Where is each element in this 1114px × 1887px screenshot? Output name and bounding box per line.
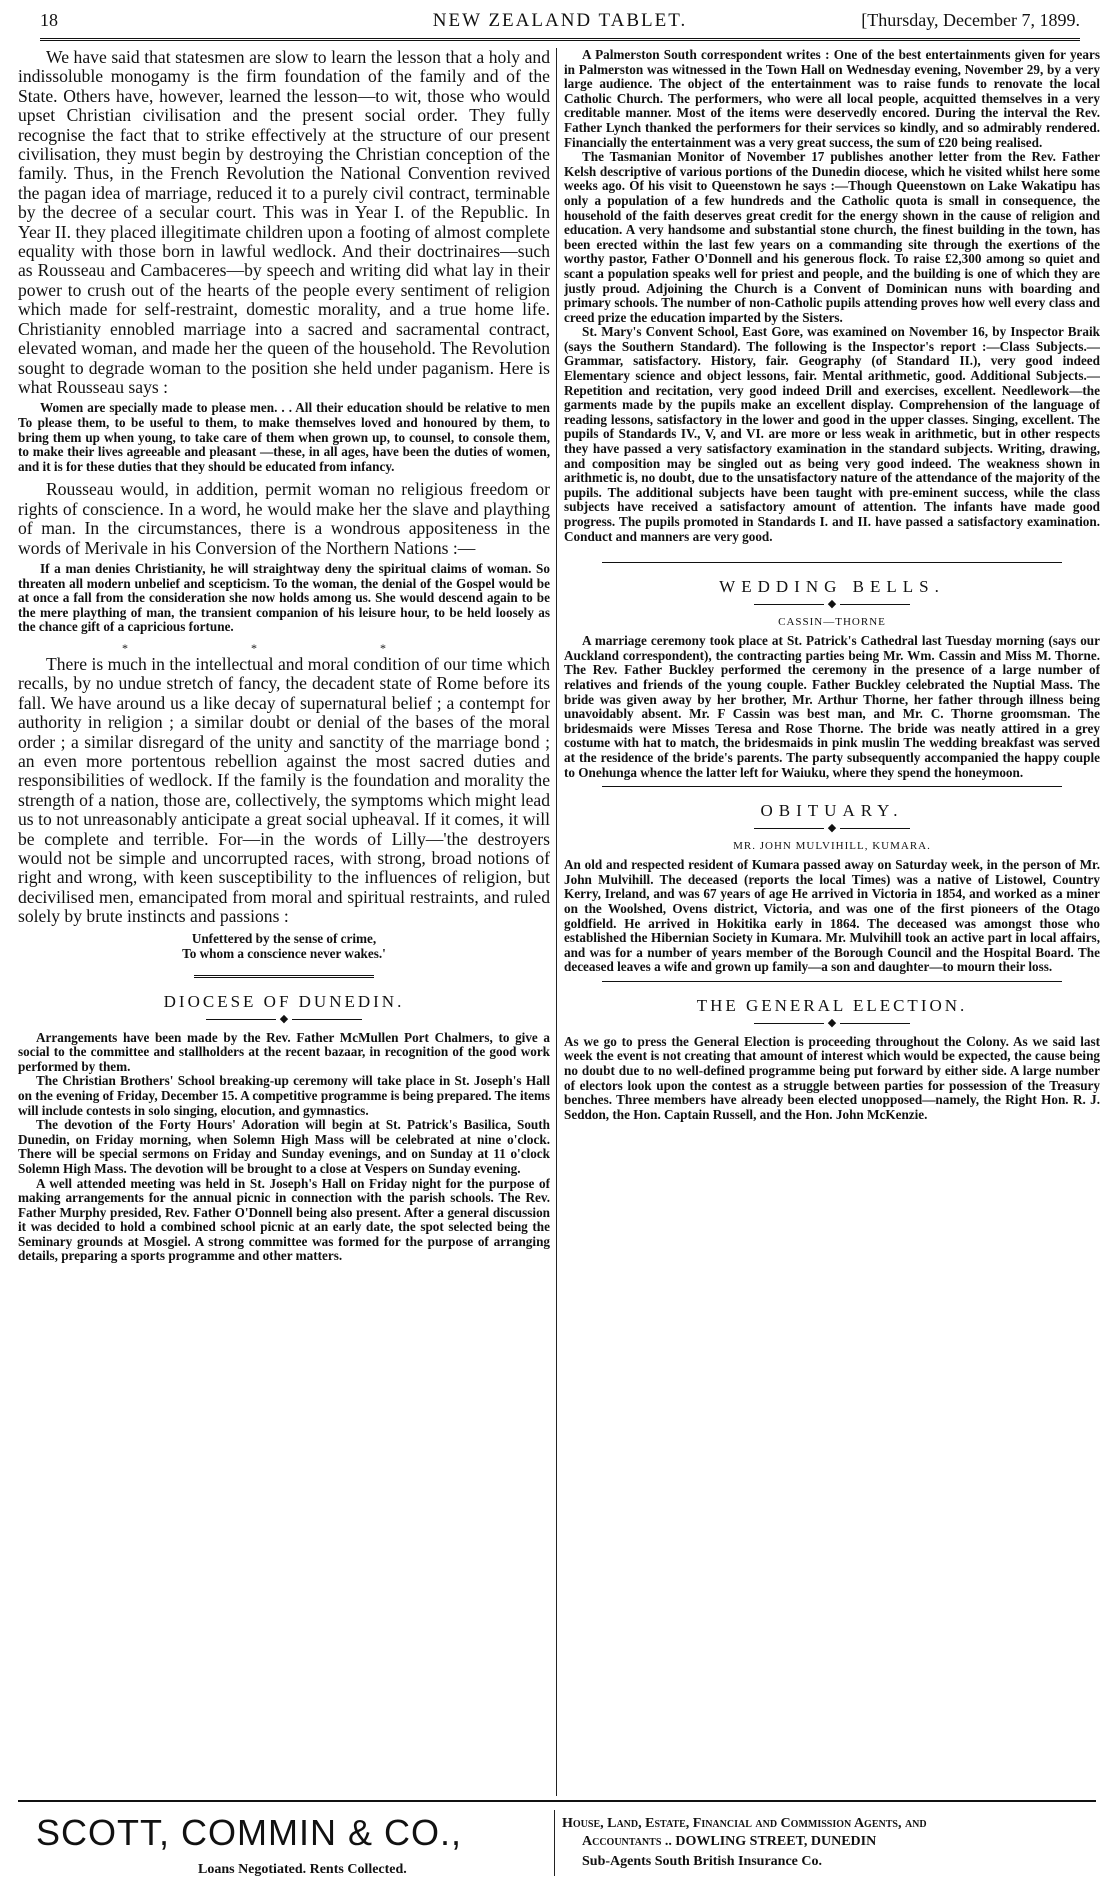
advertiser-tagline: Loans Negotiated. Rents Collected. (198, 1862, 407, 1877)
election-report: As we go to press the General Election is proceeding throughout the Colony. As we said last week the event is not creating that amount of interest which would be expected, the cause being no doubt due to no well-defined programme being put forward by either side. A large number of electors look upon the contest as a struggle between parties for possession of the Treasury benches. Three members have already been elected unopposed—namely, the Right Hon. R. J. Seddon, the Hon. Captain Russell, and the Hon. John McKenzie. (564, 1033, 1100, 1122)
editorial-paragraph-1: We have said that statesmen are slow to learn the lesson that a holy and indissoluble monogamy is the firm foundation of the family and of the State. Others have, however, learned the lesson—to wit, those who would upset Christian civilisation and the present social order. They fully recognise the fact that to strike effectively at the structure of our present civilisation, they must begin by destroying the Christian conception of the family. Thus, in the French Revolution the National Convention revived the pagan idea of marriage, reduced it to a purely civil contract, terminable by the decree of a secular court. This was in Year I. of the Republic. In Year II. they placed illegitimate children upon a footing of almost complete equality with those born in lawful wedlock. And their doctrinaires—such as Rousseau and Cambaceres—by speech and writing did what lay in their power to crush out of the hearts of the people every sentiment of religion which made for self-restraint, domestic morality, and a true home life. Christianity ennobled marriage into a sacred and sacramental contract, elevated woman, and made her the queen of the household. The Revolution sought to degrade woman to the position she held under paganism. Here is what Rousseau says : (18, 48, 550, 397)
east-gore-item: St. Mary's Convent School, East Gore, was examined on November 16, by Inspector Braik (says the Southern Standard). The following is the Inspector's report :—Class Subjects.—Grammar, satisfactory. History, fair. Geography (of Standard II.), very good indeed Elementary science and object lessons, fair. Mental arithmetic, good. Additional Subjects.—Repetition and recitation, very good indeed Drill and exercises, excellent. Needlework—the garments made by the pupils make an excellent display. Comprehension of the language of reading lessons, satisfactory in the lower and good in the upper classes. Singing, excellent. The pupils of Standards IV., V, and VI. are more or less weak in arithmetic, but in other respects they have passed a very satisfactory examination in the standard subjects. Writing, drawing, and composition may be singled out as being very good indeed. The weakness shown in arithmetic is, no doubt, due to the unsatisfactory nature of the attendance of the majority of the pupils. The additional subjects have been taught with pre-eminent success, while the class subjects have received a satisfactory amount of attention. The infants have made good progress. The pupils promoted in Standards I. and II. have passed a satisfactory examination. Conduct and manners are very good. (564, 324, 1100, 544)
editorial-paragraph-2: Rousseau would, in addition, permit woman no religious freedom or rights of conscience. In a word, he would make her the slave and plaything of man. In the circumstances, there is a wondrous appositeness in the words of Merivale in his Conversion of the Northern Nations :— (18, 479, 550, 558)
advertiser-services: House, Land, Estate, Financial and Commission Agents, and (562, 1816, 927, 1831)
diamond-icon: ◆ (827, 1016, 837, 1029)
advertiser-name: SCOTT, COMMIN & CO., (36, 1812, 463, 1853)
section-rule (602, 786, 1062, 787)
section-stars: * * * (122, 640, 446, 655)
diamond-icon: ◆ (827, 598, 837, 611)
diamond-icon: ◆ (827, 822, 837, 835)
merivale-quote: If a man denies Christianity, he will straightway deny the spiritual claims of woman. So threaten all modern unbelief and scepticism. To the woman, the denial of the Gospel would be at once a fall from the consideration she now holds among us. She would descend again to be the mere plaything of man, the transient companion of his leisure hour, to be held loosely as the chance gift of a capricious fortune. (18, 560, 550, 635)
heading-ornament (564, 823, 1100, 834)
dunedin-item-3: The devotion of the Forty Hours' Adoration will begin at St. Patrick's Basilica, South Dunedin, on Friday morning, when Solemn High Mass will be celebrated at nine o'clock. There will be special sermons on Friday and Sunday evenings, and on Sunday at 11 o'clock Solemn High Mass. The devotion will be brought to a close at Vespers on Sunday evening. (18, 1117, 550, 1176)
dunedin-item-1: Arrangements have been made by the Rev. Father McMullen Port Chalmers, to give a social to the committee and stallholders at the recent bazaar, in recognition of the good work performed by them. (18, 1029, 550, 1074)
dunedin-item-4: A well attended meeting was held in St. Joseph's Hall on Friday night for the purpose of making arrangements for the annual picnic in connection with the parish schools. The Rev. Father Murphy presided, Rev. Father O'Donnell being also present. After a general discussion it was decided to hold a combined school picnic at an early date, the spot selected being the Seminary grounds at Mosgiel. A strong committee was formed for the purpose of arranging details, preparing a sports programme and other matters. (18, 1175, 550, 1264)
wedding-report: A marriage ceremony took place at St. Patrick's Cathedral last Tuesday morning (says our Auckland correspondent), the contracting parties being Mr. Wm. Cassin and Miss M. Thorne. The Rev. Father Buckley performed the ceremony in the presence of a large number of relatives and friends of the young couple. Father Buckley celebrated the Nuptial Mass. The bride was given away by her brother, Mr. Arthur Thorne, her father through illness being unavoidably absent. Mr. F Cassin was best man, and Mr. C. Thorne groomsman. The bridesmaids were Misses Teresa and Rose Thorne. The bride was neatly attired in a grey costume with hat to match, the bridesmaids in pink muslin The wedding breakfast was served at the residence of the bride's parents. The party subsequently accompanied the happy couple to Onehunga whence the latter left for Waiuku, where they spend the honeymoon. (564, 633, 1100, 780)
column-divider (556, 48, 557, 1796)
dunedin-item-2: The Christian Brothers' School breaking-up ceremony will take place in St. Joseph's Hall on the evening of Friday, December 15. A competitive programme is being prepared. The items will include contests in solo singing, elocution, and gymnastics. (18, 1073, 550, 1118)
wedding-heading: WEDDING BELLS. (719, 577, 945, 597)
wedding-subheading: CASSIN—THORNE (778, 616, 886, 629)
section-rule (194, 975, 374, 978)
section-rule (602, 981, 1062, 982)
rousseau-quote: Women are specially made to please men. . . All their education should be relative to men To please them, to be useful to them, to make themselves loved and honoured by them, to bring them up when young, to take care of them when grown up, to counsel, to console them, to make their lives agreeable and pleasant —these, in all ages, have been the duties of women, and it is for these duties that they should be educated from infancy. (18, 400, 550, 474)
masthead (40, 8, 1080, 41)
issue-date: [Thursday, December 7, 1899. (861, 10, 1080, 30)
newspaper-title: NEW ZEALAND TABLET. (432, 10, 688, 31)
obituary-subheading: MR. JOHN MULVIHILL, KUMARA. (733, 840, 931, 853)
heading-ornament (18, 1014, 550, 1025)
left-column (18, 48, 550, 1793)
election-heading: THE GENERAL ELECTION. (696, 995, 968, 1015)
advertisement (18, 1800, 1096, 1882)
advertiser-address: Accountants .. DOWLING STREET, DUNEDIN (582, 1834, 877, 1849)
dunedin-heading: DIOCESE OF DUNEDIN. (163, 991, 405, 1011)
diamond-icon: ◆ (279, 1012, 289, 1025)
verse-line-2: To whom a conscience never wakes.' (182, 945, 386, 961)
section-rule (602, 562, 1062, 563)
heading-ornament (564, 599, 1100, 610)
palmerston-item: A Palmerston South correspondent writes : One of the best entertainments given for years in Palmerston was witnessed in the Town Hall on Wednesday evening, November 29, by a very large audience. The object of the entertainment was to raise funds to renovate the local Catholic Church. The performers, who were all local people, acquitted themselves in a very creditable manner. Most of the items were deservedly encored. During the interval the Rev. Father Lynch thanked the performers for their services so kindly, and so admirably rendered. Financially the entertainment was a very great success, the sum of £20 being realised. (564, 48, 1100, 150)
obituary-heading: OBITUARY. (760, 801, 904, 821)
page-number: 18 (40, 10, 58, 30)
heading-ornament (564, 1018, 1100, 1029)
editorial-paragraph-3: There is much in the intellectual and moral condition of our time which recalls, by no undue stretch of fancy, the decadent state of Rome before its fall. We have around us a like decay of supernatural belief ; a contempt for authority in religion ; a similar doubt or denial of the bases of the moral order ; a similar disregard of the unity and sanctity of the marriage bond ; an even more portentous rebellion against the most sacred duties and responsibilities of wedlock. If the family is the foundation and morality the strength of a nation, those are, collectively, the symptoms which might lead us to not unreasonably anticipate a great social upheaval. If it comes, it will be complete and terrible. For—in the words of Lilly—'the destroyers would not be simple and uncorrupted races, with strong, broad notions of right and wrong, with keen susceptibility to the influences of religion, but decivilised men, emancipated from moral and spiritual restraints, and ruled solely by brute instincts and passions : (18, 653, 550, 927)
verse-line-1: Unfettered by the sense of crime, (191, 930, 377, 946)
advertiser-insurance: Sub-Agents South British Insurance Co. (582, 1854, 822, 1869)
right-column (564, 48, 1100, 1793)
obituary-report: An old and respected resident of Kumara passed away on Saturday week, in the person of Mr. John Mulvihill. The deceased (reports the local Times) was a native of Listowel, Country Kerry, Ireland, and was 67 years of age He arrived in Victoria in 1854, and worked as a miner on the Woolshed, Ovens district, Victoria, and was one of the first pioneers of the Otago goldfield. He arrived in Hokitika early in 1864. The deceased was amongst those who established the Hibernian Society in Kumara. Mr. Mulvihill took an active part in local affairs, and was for a number of years member of the Borough Council and the Hospital Board. The deceased leaves a wife and grown up family—a son and daughter—to mourn their loss. (564, 857, 1100, 975)
queenstown-item: The Tasmanian Monitor of November 17 publishes another letter from the Rev. Father Kelsh descriptive of various portions of the Dunedin diocese, which he visited whilst here some weeks ago. Of his visit to Queenstown he says :—Though Queenstown on Lake Wakatipu has only a population of a few hundreds and the Catholic quota is small in consequence, the household of the faith deserves great credit for the energy shown in the cause of religion and education. A very handsome and substantial stone church, the finest building in the town, has been erected within the last few years on a commanding site through the exertions of the worthy pastor, Father O'Donnell and his generous flock. To raise £2,300 among so quiet and scant a population speaks well for priest and people, and the building is one of which they are justly proud. Adjoining the Church is a Convent of Dominican nuns with boarding and primary schools. The number of non-Catholic pupils attending proves how well every class and creed prize the education imparted by the Sisters. (564, 149, 1100, 325)
ad-divider (554, 1810, 555, 1876)
